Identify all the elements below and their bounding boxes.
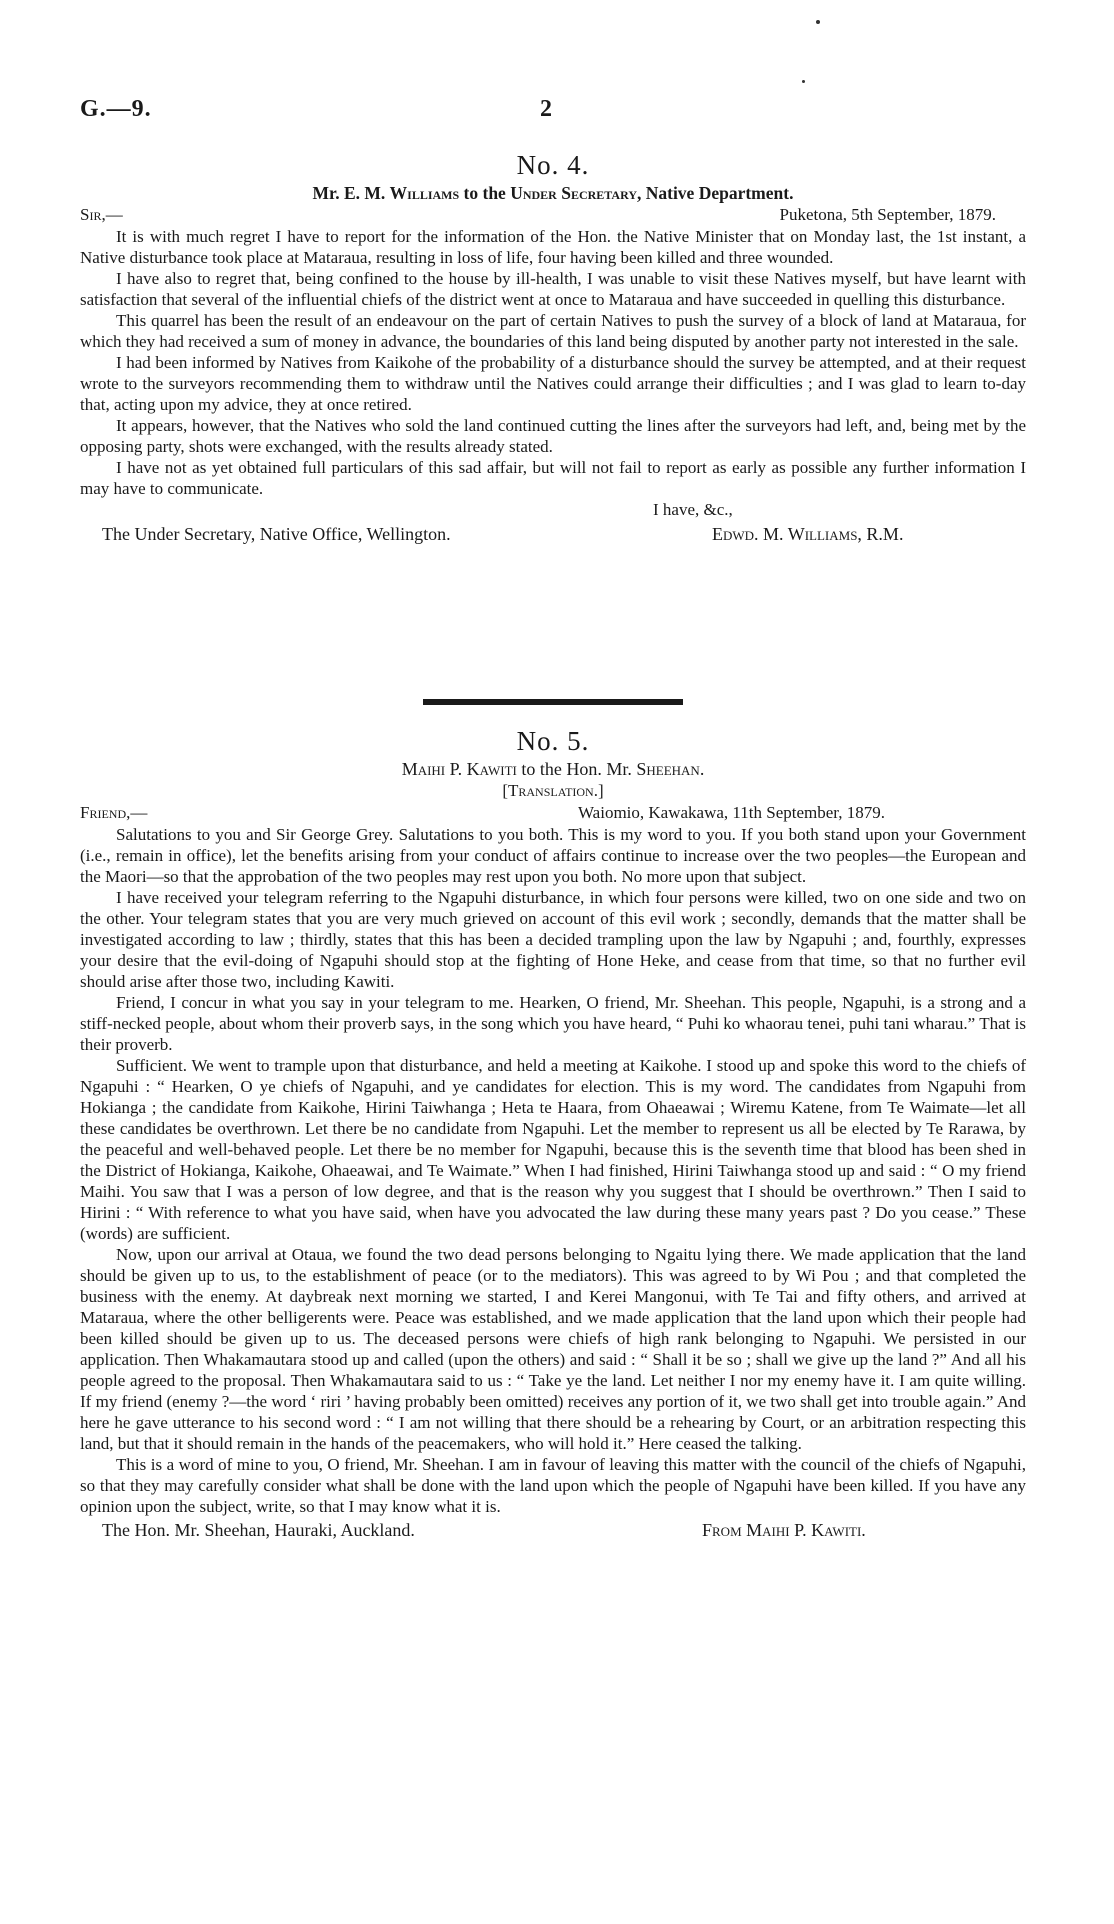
letter-paragraph: Now, upon our arrival at Otaua, we found the two dead persons belonging to Ngaitu lying there. We made application that the land should be given up to us, to the establishment of peace (or to the mediators). This was agreed to by Wi Pou ; and that completed the business with the enemy. At daybreak next morning we started, I and Kerei Mangonui, with Te Tai and fifty others, and arrived at Mataraua, where the other belligerents were. Peace was established, and we made application that the land upon which their people had been killed should be given up to us. The deceased persons were chiefs of high rank belonging to Ngapuhi. We persisted in our application. Then Whakamautara stood up and called (upon the others) and said : “ Shall it be so ; shall we give up the land ?” And all his people agreed to the proposal. Then Whakamautara said to us : “ Take ye the land. Let neither I nor my enemy have it. I am quite willing. If my friend (enemy ?—the word ‘ riri ’ having probably been omitted) receives any portion of it, we two shall get into trouble again.” And here he gave utterance to his second word : “ I am not willing that there should be a rehearing by Court, or an arbitration respecting this land, but that it should remain in the hands of the peacemakers, who will hold it.” Here ceased the talking. — [80, 1245, 1026, 1453]
letter-paragraph: Sufficient. We went to trample upon that disturbance, and held a meeting at Kaikohe. I stood up and spoke this word to the chiefs of Ngapuhi : “ Hearken, O ye chiefs of Ngapuhi, and ye candidates for election. This is my word. The candidates from Ngapuhi from Hokianga ; the candidate from Kaikohe, Hirini Taiwhanga ; Heta te Haara, from Ohaeawai ; Wiremu Katene, from Te Waimate—let all these candidates be overthrown. Let there be no candidate from Ngapuhi. Let the member to represent us all be elected by Te Rarawa, by the peaceful and well-behaved people. Let there be no member for Ngapuhi, because this is the seventh time that blood has been shed in the District of Hokianga, Kaikohe, Ohaeawai, and Te Waimate.” When I had finished, Hirini Taiwhanga stood up and said : “ O my friend Maihi. You saw that I was a person of low degree, and that is the reason why you suggest that I should be overthrown.” Then I said to Hirini : “ With reference to what you have said, when have you advocated the law during these many years past ? Do you cease.” These (words) are sufficient. — [80, 1056, 1026, 1243]
sender-address-date: Waiomio, Kawakawa, 11th September, 1879. — [578, 803, 886, 822]
salutation: Friend,— — [80, 803, 148, 822]
salutation-line — [80, 204, 1026, 226]
addressee: The Under Secretary, Native Office, Wellington. — [102, 524, 451, 544]
sign-off-row — [80, 499, 1026, 521]
letter-title: Mr. E. M. Williams to the Under Secretary, Native Department. — [312, 183, 794, 203]
letter-paragraph: I have received your telegram referring to the Ngapuhi disturbance, in which four persons were killed, two on one side and two on the other. Your telegram states that you are very much grieved on account of this evil work ; secondly, demands that the matter shall be investigated according to law ; thirdly, states that this has been a decided trampling upon the law by Ngapuhi ; and, fourthly, expresses your desire that the evil-doing of Ngapuhi should stop at the fighting of Hone Heke, and cease from that time, so that no further evil should arise after those two, including Kawiti. — [80, 888, 1026, 991]
letter-no-4 — [80, 148, 1026, 547]
letter-number: No. 4. — [516, 150, 590, 180]
salutation: Sir,— — [80, 205, 123, 224]
signature: Edwd. M. Williams, R.M. — [712, 524, 904, 544]
page-number: 2 — [540, 96, 552, 122]
sender-address-date: Puketona, 5th September, 1879. — [779, 205, 996, 224]
letter-paragraph: Salutations to you and Sir George Grey. Salutations to you both. This is my word to you. If you both stand upon your Government (i.e., remain in office), let the benefits arising from your conduct of affairs continue to increase over the two peoples—the European and the Maori—so that the approbation of the two peoples may rest upon you both. No more upon that subject. — [80, 825, 1026, 886]
letter-paragraph: Friend, I concur in what you say in your telegram to me. Hearken, O friend, Mr. Sheehan. This people, Ngapuhi, is a strong and a stiff-necked people, about whom their proverb says, in the song which you have heard, “ Puhi ko whaorau tenei, puhi tani wharau.” That is their proverb. — [80, 993, 1026, 1054]
print-speck — [816, 20, 820, 24]
closing-row — [80, 521, 1026, 547]
signature: From Maihi P. Kawiti. — [702, 1520, 866, 1540]
letter-paragraph: This is a word of mine to you, O friend, Mr. Sheehan. I am in favour of leaving this matter with the council of the chiefs of Ngapuhi, so that they may carefully consider what shall be done with the land upon which the people of Ngapuhi have been killed. If you have any opinion upon the subject, write, so that I may know what it is. — [80, 1455, 1026, 1516]
letter-paragraph: It is with much regret I have to report for the information of the Hon. the Native Minister that on Monday last, the 1st instant, a Native disturbance took place at Mataraua, resulting in loss of life, four having been killed and three wounded. — [80, 227, 1026, 267]
letter-paragraph: I have not as yet obtained full particulars of this sad affair, but will not fail to report as early as possible any further information I may have to communicate. — [80, 458, 1026, 498]
letter-number: No. 5. — [516, 726, 590, 756]
translation-note: [Translation.] — [502, 781, 604, 800]
addressee: The Hon. Mr. Sheehan, Hauraki, Auckland. — [102, 1520, 415, 1540]
letter-paragraph: This quarrel has been the result of an endeavour on the part of certain Natives to push the survey of a block of land at Mataraua, for which they had received a sum of money in advance, the boundaries of this land being disputed by another party not interested in the sale. — [80, 311, 1026, 351]
section-divider — [423, 699, 683, 705]
letter-title: Maihi P. Kawiti to the Hon. Mr. Sheehan. — [401, 759, 705, 779]
page-header — [80, 96, 1026, 126]
letter-paragraph: I have also to regret that, being confined to the house by ill-health, I was unable to visit these Natives myself, but have learnt with satisfaction that several of the influential chiefs of the district went at once to Mataraua and have succeeded in quelling this disturbance. — [80, 269, 1026, 309]
closing-row — [80, 1517, 1026, 1543]
sign-off: I have, &c., — [653, 500, 733, 519]
parliamentary-paper-reference: G.—9. — [80, 96, 152, 122]
letter-paragraph: It appears, however, that the Natives who sold the land continued cutting the lines after the surveyors had left, and, being met by the opposing party, shots were exchanged, with the results already stated. — [80, 416, 1026, 456]
salutation-line — [80, 802, 1026, 824]
letter-paragraph: I had been informed by Natives from Kaikohe of the probability of a disturbance should the survey be attempted, and at their request wrote to the surveyors recommending them to withdraw until the Natives could arrange their difficulties ; and I was glad to learn to-day that, acting upon my advice, they at once retired. — [80, 353, 1026, 414]
print-speck — [802, 80, 805, 83]
letter-no-5 — [80, 724, 1026, 1543]
